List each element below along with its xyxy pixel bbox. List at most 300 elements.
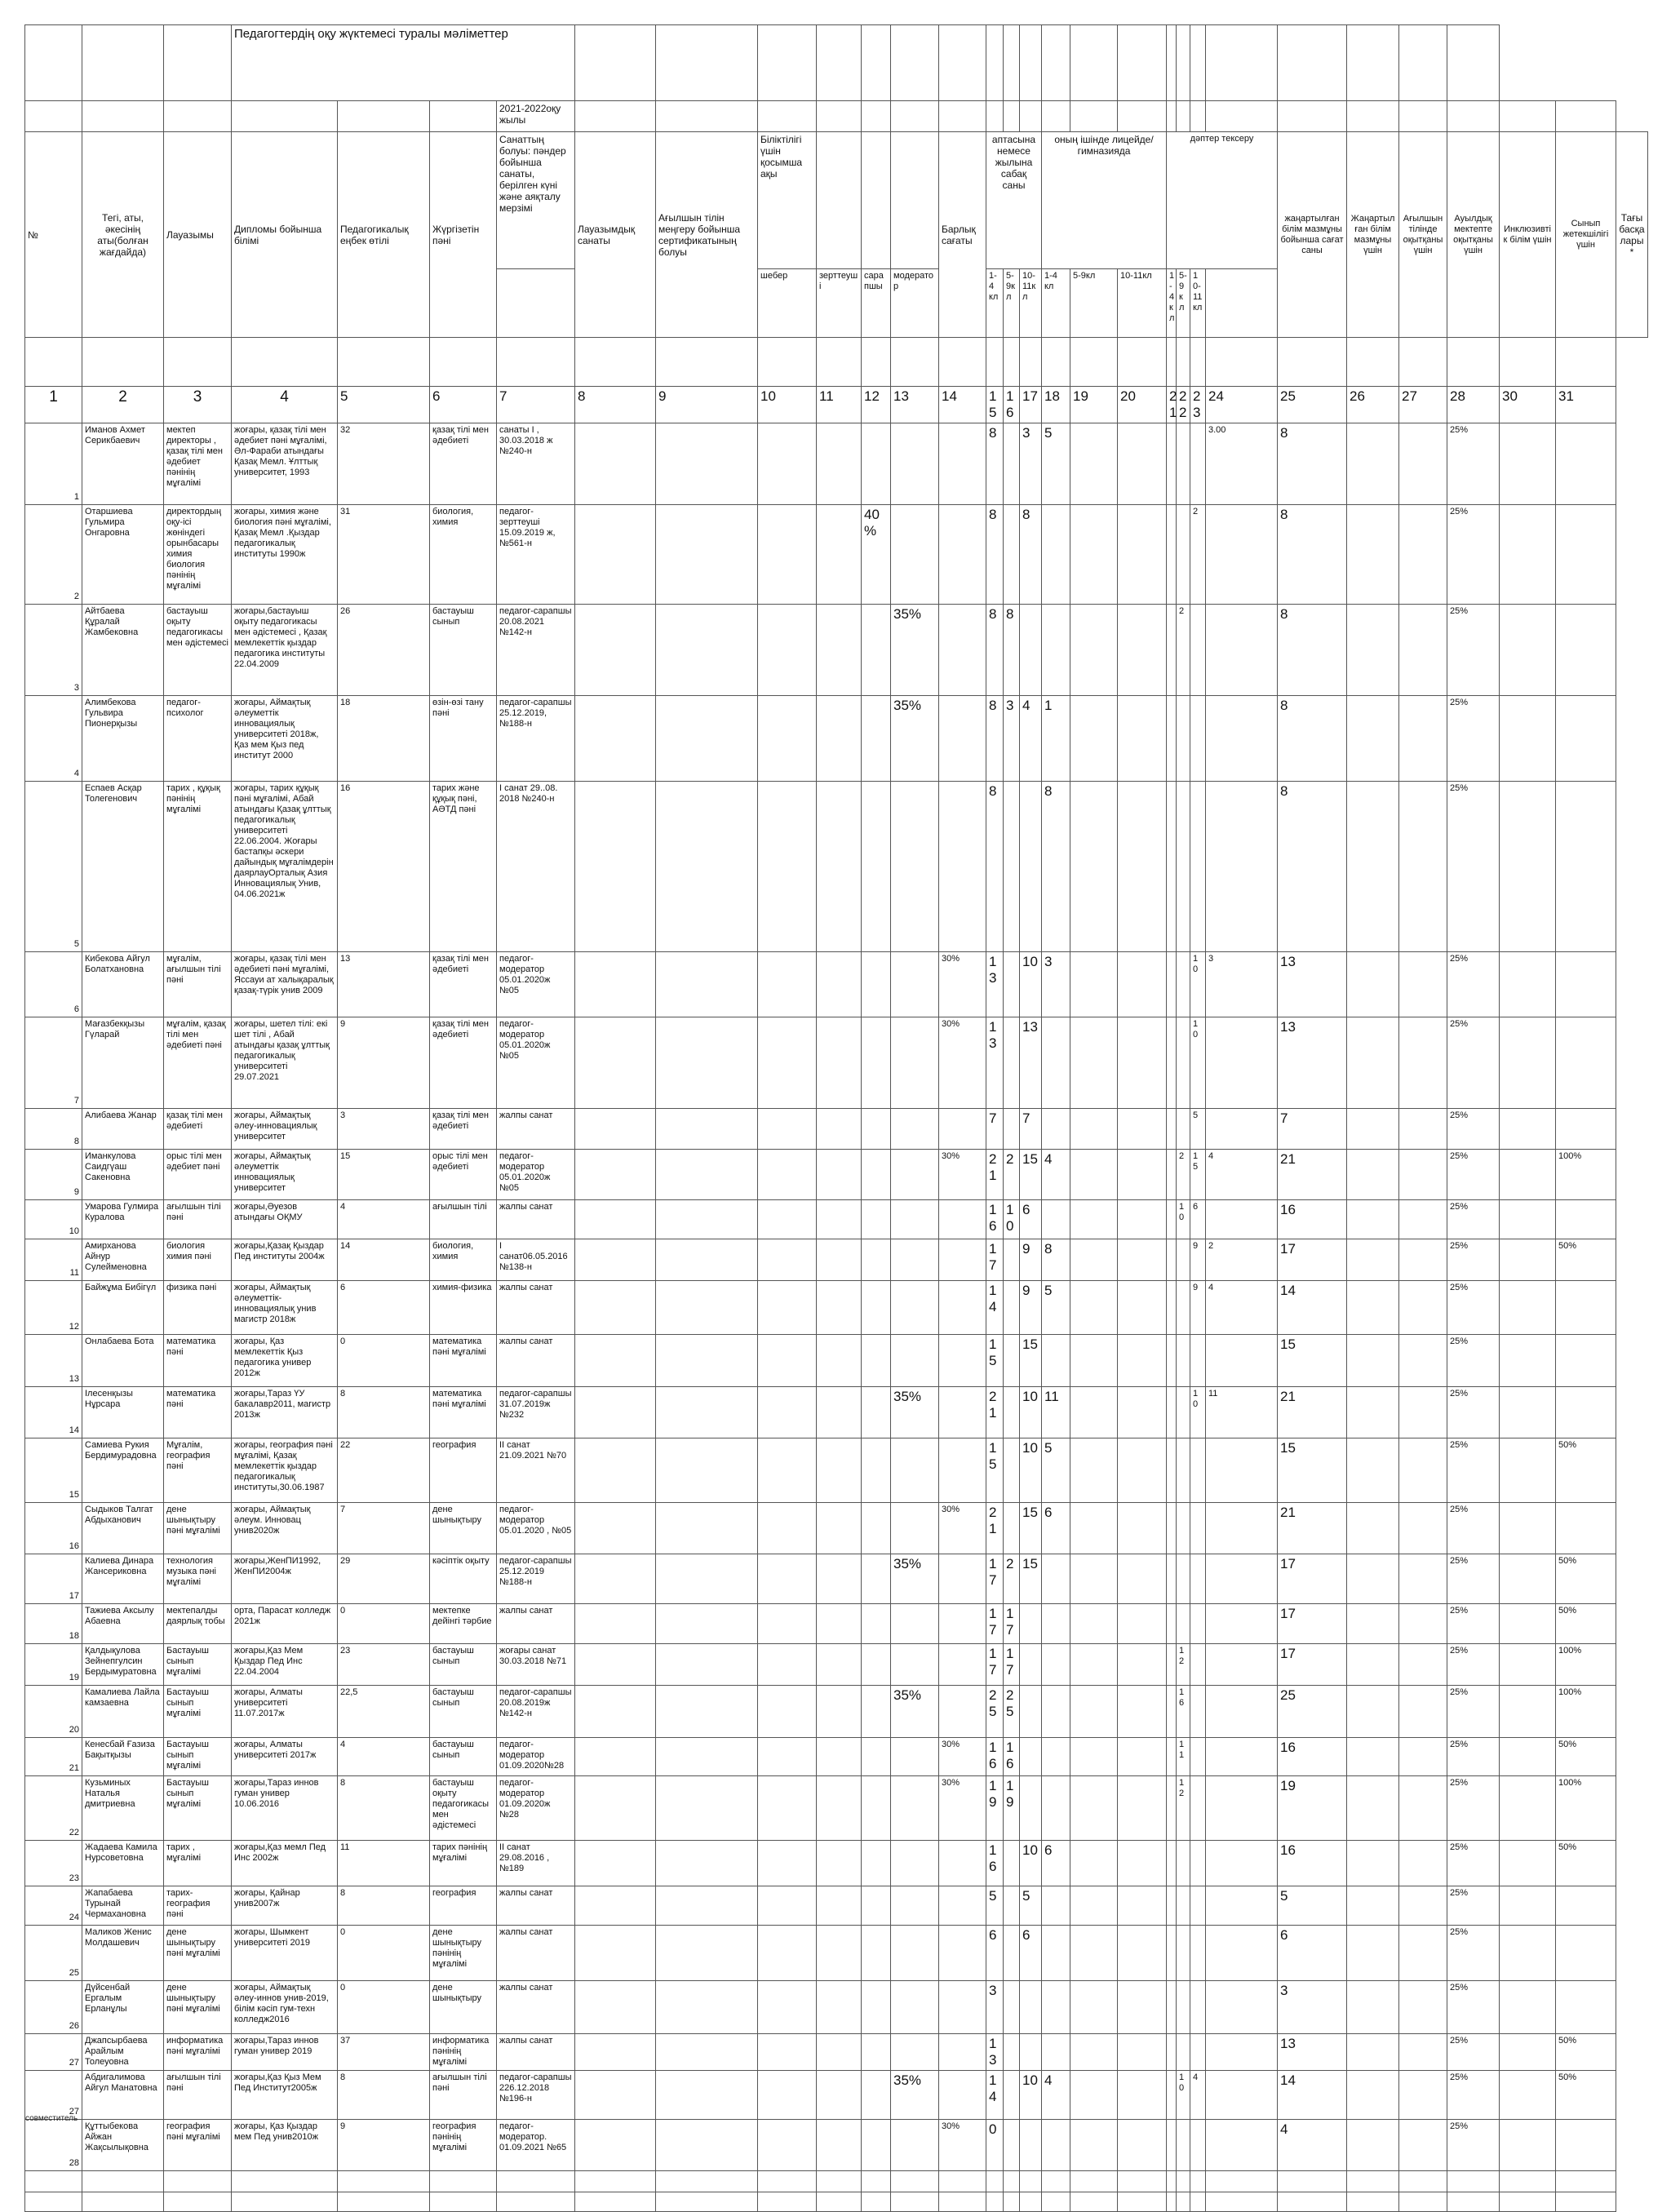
column-number: 18 <box>1042 387 1070 423</box>
notebook-1-4 <box>1177 2120 1190 2171</box>
empty-cell <box>1399 2034 1447 2071</box>
table-row <box>25 952 1648 1017</box>
qualification-sarapshy <box>891 1886 939 1926</box>
teacher-position: бастауыш оқыту педагогикасы мен әдістемесі <box>164 605 232 696</box>
empty-cell <box>1167 696 1177 782</box>
empty-cell <box>758 2171 817 2192</box>
empty-cell <box>656 1981 758 2034</box>
updated-hours: 3 <box>1278 1981 1347 2034</box>
qualification-sarapshy <box>891 1017 939 1109</box>
table-row <box>25 1776 1648 1841</box>
row-number: 11 <box>25 1239 82 1281</box>
table-row <box>25 1200 1648 1239</box>
notebook-5-9: 10 <box>1190 952 1206 1017</box>
class-teacher-bonus <box>1556 1926 1616 1981</box>
total-hours: 13 <box>986 952 1004 1017</box>
teacher-subject: бастауыш сынып <box>430 1644 497 1686</box>
qualification-moderator <box>939 1281 986 1335</box>
table-row <box>25 1438 1648 1503</box>
empty-cell <box>1070 1503 1118 1554</box>
empty-cell <box>1399 782 1447 952</box>
empty-cell <box>817 1604 862 1644</box>
table-row <box>25 1841 1648 1886</box>
empty-cell <box>817 1926 862 1981</box>
empty-cell <box>817 952 862 1017</box>
notebook-10-11 <box>1206 1926 1278 1981</box>
rural-bonus: 25% <box>1447 1886 1500 1926</box>
weekly-10-11 <box>1042 1738 1070 1776</box>
empty-cell <box>1399 505 1447 605</box>
row-number: 15 <box>25 1438 82 1503</box>
empty-cell <box>1399 1981 1447 2034</box>
header-experience: Педагогикалық еңбек өтілі <box>338 132 430 338</box>
qualification-sarapshy <box>891 423 939 505</box>
row-number: 14 <box>25 1387 82 1438</box>
empty-cell <box>1347 1738 1399 1776</box>
teacher-experience: 22 <box>338 1438 430 1503</box>
teacher-experience: 0 <box>338 1981 430 2034</box>
empty-cell <box>1118 1926 1167 1981</box>
notebook-5-9: 9 <box>1190 1239 1206 1281</box>
header-english-cert: Ағылшын тілін меңгеру бойынша сертификатының болуы <box>656 132 758 338</box>
empty-cell <box>1500 1335 1556 1387</box>
row-number: 21 <box>25 1738 82 1776</box>
updated-hours: 13 <box>1278 1017 1347 1109</box>
weekly-1-4: 19 <box>1004 1776 1020 1841</box>
empty-cell <box>1167 1686 1177 1738</box>
updated-hours: 19 <box>1278 1776 1347 1841</box>
weekly-5-9: 6 <box>1020 1926 1042 1981</box>
total-hours: 21 <box>986 1503 1004 1554</box>
empty-cell <box>1347 2171 1399 2192</box>
rural-bonus: 25% <box>1447 1387 1500 1438</box>
header-lyceum: оның ішінде лицейде/гимназияда <box>1042 132 1167 269</box>
footer-note: совместитель <box>25 2114 78 2123</box>
qualification-sarapshy <box>891 1644 939 1686</box>
empty-cell <box>817 505 862 605</box>
qualification-zertteushi <box>862 1503 891 1554</box>
total-hours: 16 <box>986 1841 1004 1886</box>
teacher-category: педагог-модератор 05.01.2020ж №05 <box>497 1150 575 1200</box>
empty-cell <box>817 605 862 696</box>
teacher-name: Мағазбекқызы Гүларай <box>82 1017 164 1109</box>
empty-cell <box>575 2071 656 2120</box>
table-row <box>25 1017 1648 1109</box>
empty-cell <box>1070 1644 1118 1686</box>
qualification-moderator <box>939 1981 986 2034</box>
teacher-name: Джапсырбаева Арайлым Толеуовна <box>82 2034 164 2071</box>
teacher-category: педагог-сарапшы 20.08.2019ж №142-н <box>497 1686 575 1738</box>
empty-cell <box>817 1109 862 1150</box>
header-diploma: Дипломы бойынша білімі <box>232 132 338 338</box>
rural-bonus: 25% <box>1447 2034 1500 2071</box>
qualification-moderator <box>939 505 986 605</box>
updated-hours: 25 <box>1278 1686 1347 1738</box>
empty-cell <box>656 1239 758 1281</box>
class-teacher-bonus: 100% <box>1556 1686 1616 1738</box>
updated-hours: 6 <box>1278 1926 1347 1981</box>
empty-cell <box>1500 2034 1556 2071</box>
weekly-5-9 <box>1020 782 1042 952</box>
header-no: № <box>25 132 82 338</box>
weekly-10-11: 8 <box>1042 782 1070 952</box>
qualification-sarapshy <box>891 1981 939 2034</box>
weekly-1-4: 17 <box>1004 1644 1020 1686</box>
weekly-10-11: 3 <box>1042 952 1070 1017</box>
empty-cell <box>1167 2192 1177 2212</box>
teacher-category: I санат06.05.2016 №138-н <box>497 1239 575 1281</box>
notebook-5-9 <box>1190 1841 1206 1886</box>
teacher-diploma: жоғары,Тараз ҮУ бакалавр2011, магистр 2013ж <box>232 1387 338 1438</box>
total-hours: 15 <box>986 1438 1004 1503</box>
teacher-diploma: жоғары, Аймақтық әлеум. Инновац унив2020ж <box>232 1503 338 1554</box>
weekly-10-11 <box>1042 1926 1070 1981</box>
empty-cell <box>758 2192 817 2212</box>
teacher-category: жалпы санат <box>497 2034 575 2071</box>
column-number: 23 <box>1190 387 1206 423</box>
qualification-zertteushi <box>862 952 891 1017</box>
weekly-10-11: 8 <box>1042 1239 1070 1281</box>
table-row <box>25 782 1648 952</box>
empty-cell <box>758 1281 817 1335</box>
column-number: 31 <box>1556 387 1616 423</box>
teacher-diploma: жоғары, Аймақтық әлеуметтік инновациялық университет <box>232 1150 338 1200</box>
empty-cell <box>1399 1017 1447 1109</box>
row-number: 6 <box>25 952 82 1017</box>
class-teacher-bonus: 50% <box>1556 1438 1616 1503</box>
class-teacher-bonus <box>1556 782 1616 952</box>
empty-cell <box>575 1281 656 1335</box>
weekly-10-11 <box>1042 1686 1070 1738</box>
notebook-10-11 <box>1206 1886 1278 1926</box>
empty-cell <box>939 2171 986 2192</box>
qualification-sarapshy <box>891 1438 939 1503</box>
empty-cell <box>656 2034 758 2071</box>
empty-cell <box>1399 1644 1447 1686</box>
empty-cell <box>1070 2171 1118 2192</box>
teacher-experience: 6 <box>338 1281 430 1335</box>
teacher-experience: 14 <box>338 1239 430 1281</box>
teacher-name: Байжұма Бибігүл <box>82 1281 164 1335</box>
teacher-diploma: жоғары, шетел тілі: екі шет тілі , Абай атындағы қазақ ұлттық педагогикалық университеті 29.07.2021 <box>232 1017 338 1109</box>
class-teacher-bonus <box>1556 1886 1616 1926</box>
empty-cell <box>1500 1017 1556 1109</box>
empty-cell <box>1118 1503 1167 1554</box>
row-number: 9 <box>25 1150 82 1200</box>
empty-cell <box>1167 1109 1177 1150</box>
qualification-zertteushi <box>862 605 891 696</box>
empty-cell <box>575 1776 656 1841</box>
header-weekly-1-4: 1-4 кл <box>986 269 1004 338</box>
empty-cell <box>1118 1738 1167 1776</box>
empty-cell <box>1399 1200 1447 1239</box>
empty-cell <box>1118 1644 1167 1686</box>
qualification-zertteushi <box>862 1738 891 1776</box>
empty-cell <box>656 1554 758 1604</box>
empty-cell <box>575 1109 656 1150</box>
qualification-sarapshy <box>891 1738 939 1776</box>
empty-cell <box>232 2192 338 2212</box>
weekly-1-4 <box>1004 2034 1020 2071</box>
weekly-10-11 <box>1042 1981 1070 2034</box>
empty-cell <box>1070 2192 1118 2212</box>
empty-cell <box>656 1200 758 1239</box>
empty-cell <box>1399 2071 1447 2120</box>
empty-cell <box>817 1387 862 1438</box>
empty-cell <box>1399 1438 1447 1503</box>
qualification-moderator: 30% <box>939 1150 986 1200</box>
column-number: 12 <box>862 387 891 423</box>
empty-cell <box>1500 2192 1556 2212</box>
notebook-1-4 <box>1177 1438 1190 1503</box>
notebook-10-11 <box>1206 1109 1278 1150</box>
total-hours: 8 <box>986 696 1004 782</box>
notebook-1-4 <box>1177 1503 1190 1554</box>
weekly-5-9: 5 <box>1020 1886 1042 1926</box>
teacher-experience: 9 <box>338 1017 430 1109</box>
teacher-position: Мұғалім, география пәні <box>164 1438 232 1503</box>
notebook-10-11 <box>1206 1200 1278 1239</box>
table-row <box>25 1109 1648 1150</box>
empty-cell <box>656 1604 758 1644</box>
row-number: 25 <box>25 1926 82 1981</box>
empty-cell <box>1399 1554 1447 1604</box>
empty-cell <box>656 2120 758 2171</box>
teacher-diploma: жоғары, Қайнар унив2007ж <box>232 1886 338 1926</box>
qualification-sarapshy: 35% <box>891 1554 939 1604</box>
qualification-moderator <box>939 1604 986 1644</box>
teacher-name: Кибекова Айгул Болатхановна <box>82 952 164 1017</box>
weekly-1-4 <box>1004 1981 1020 2034</box>
notebook-10-11: 4 <box>1206 1150 1278 1200</box>
empty-cell <box>758 1776 817 1841</box>
class-teacher-bonus <box>1556 605 1616 696</box>
empty-cell <box>1070 1387 1118 1438</box>
notebook-5-9 <box>1190 1886 1206 1926</box>
notebook-1-4: 10 <box>1177 2071 1190 2120</box>
class-teacher-bonus <box>1556 952 1616 1017</box>
empty-cell <box>1500 1738 1556 1776</box>
updated-hours: 16 <box>1278 1738 1347 1776</box>
updated-hours: 15 <box>1278 1438 1347 1503</box>
total-hours: 17 <box>986 1239 1004 1281</box>
empty-cell <box>575 1239 656 1281</box>
header-qualification-pay: Біліктілігі үшін қосымша ақы <box>758 132 817 269</box>
empty-cell <box>575 1200 656 1239</box>
notebook-1-4 <box>1177 505 1190 605</box>
weekly-1-4: 17 <box>1004 1604 1020 1644</box>
empty-cell <box>1347 505 1399 605</box>
empty-cell <box>1347 1017 1399 1109</box>
teacher-name: Айтбаева Құралай Жамбековна <box>82 605 164 696</box>
class-teacher-bonus: 50% <box>1556 2034 1616 2071</box>
updated-hours: 17 <box>1278 1604 1347 1644</box>
teacher-name: Қалдықулова Зейнепгулсин Бердымуратовна <box>82 1644 164 1686</box>
row-number: 27 <box>25 2071 82 2120</box>
empty-cell <box>656 1503 758 1554</box>
empty-cell <box>1070 1438 1118 1503</box>
empty-cell <box>656 1438 758 1503</box>
qualification-moderator <box>939 1926 986 1981</box>
qualification-sarapshy <box>891 1281 939 1335</box>
empty-cell <box>1070 1981 1118 2034</box>
qualification-zertteushi <box>862 423 891 505</box>
column-number: 24 <box>1206 387 1278 423</box>
empty-cell <box>1347 1604 1399 1644</box>
notebook-1-4 <box>1177 1239 1190 1281</box>
empty-cell <box>891 2192 939 2212</box>
teacher-diploma: жоғары, Қаз Қыздар мем Пед унив2010ж <box>232 2120 338 2171</box>
empty-cell <box>1347 1281 1399 1335</box>
header-category: Санаттың болуы: пәндер бойынша санаты, берілген күні және аяқталу мерзімі <box>497 132 575 269</box>
weekly-10-11 <box>1042 1200 1070 1239</box>
total-hours: 19 <box>986 1776 1004 1841</box>
teacher-subject: қазақ тілі мен әдебиеті <box>430 423 497 505</box>
empty-cell <box>575 1926 656 1981</box>
notebook-1-4: 12 <box>1177 1776 1190 1841</box>
empty-cell <box>986 2192 1004 2212</box>
empty-cell <box>1500 1886 1556 1926</box>
total-hours: 13 <box>986 2034 1004 2071</box>
weekly-10-11: 1 <box>1042 696 1070 782</box>
teacher-position: ағылшын тілі пәні <box>164 1200 232 1239</box>
empty-cell <box>1070 952 1118 1017</box>
empty-cell <box>497 2192 575 2212</box>
empty-cell <box>1167 782 1177 952</box>
row-number: 10 <box>25 1200 82 1239</box>
qualification-sarapshy: 35% <box>891 696 939 782</box>
empty-cell <box>1278 2192 1347 2212</box>
teacher-subject: дене шынықтыру <box>430 1503 497 1554</box>
teacher-subject: тарих және құқық пәні, АӘТД пәні <box>430 782 497 952</box>
header-notebook-10-11: 10-11кл <box>1190 269 1206 338</box>
rural-bonus: 25% <box>1447 1150 1500 1200</box>
empty-cell <box>1347 1387 1399 1438</box>
weekly-5-9 <box>1020 1644 1042 1686</box>
empty-cell <box>758 505 817 605</box>
rural-bonus: 25% <box>1447 1281 1500 1335</box>
updated-hours: 17 <box>1278 1554 1347 1604</box>
empty-cell <box>1070 1335 1118 1387</box>
empty-cell <box>758 1738 817 1776</box>
teacher-diploma: жоғары,бастауыш оқыту педагогикасы мен әдістемесі , Қазақ мемлекеттік қыздар педагогика институты 22.04.2009 <box>232 605 338 696</box>
column-number: 5 <box>338 387 430 423</box>
qualification-sarapshy <box>891 1776 939 1841</box>
weekly-1-4 <box>1004 1438 1020 1503</box>
empty-cell <box>656 782 758 952</box>
rural-bonus: 25% <box>1447 1926 1500 1981</box>
notebook-1-4: 2 <box>1177 1150 1190 1200</box>
teacher-category: педагог-модератор 05.01.2020 , №05 <box>497 1503 575 1554</box>
empty-cell <box>1347 1981 1399 2034</box>
column-number: 4 <box>232 387 338 423</box>
teacher-diploma: жоғары, Қаз мемлекеттік Қыз педагогика универ 2012ж <box>232 1335 338 1387</box>
year-row <box>25 101 1648 132</box>
row-number: 17 <box>25 1554 82 1604</box>
empty-cell <box>656 952 758 1017</box>
teacher-experience: 22,5 <box>338 1686 430 1738</box>
updated-hours: 8 <box>1278 423 1347 505</box>
empty-cell <box>575 696 656 782</box>
qualification-zertteushi <box>862 1281 891 1335</box>
empty-cell <box>25 2171 82 2192</box>
empty-cell <box>758 2120 817 2171</box>
empty-cell <box>1347 782 1399 952</box>
empty-cell <box>575 1644 656 1686</box>
empty-cell <box>1399 1776 1447 1841</box>
qualification-zertteushi <box>862 1644 891 1686</box>
empty-cell <box>817 1335 862 1387</box>
empty-cell <box>1167 2071 1177 2120</box>
teacher-category: жалпы санат <box>497 1926 575 1981</box>
weekly-5-9: 7 <box>1020 1109 1042 1150</box>
weekly-1-4: 2 <box>1004 1554 1020 1604</box>
empty-cell <box>1070 1776 1118 1841</box>
teacher-position: информатика пәні мұғалімі <box>164 2034 232 2071</box>
qualification-sarapshy <box>891 1604 939 1644</box>
empty-cell <box>1167 1200 1177 1239</box>
teacher-subject: бастауыш сынып <box>430 1738 497 1776</box>
empty-cell <box>1167 1926 1177 1981</box>
weekly-5-9: 15 <box>1020 1150 1042 1200</box>
weekly-5-9: 4 <box>1020 696 1042 782</box>
row-number: 28 <box>25 2120 82 2171</box>
empty-cell <box>817 1438 862 1503</box>
qualification-sarapshy <box>891 1841 939 1886</box>
empty-cell <box>1500 505 1556 605</box>
weekly-1-4 <box>1004 1017 1020 1109</box>
empty-cell <box>1206 2171 1278 2192</box>
teacher-experience: 23 <box>338 1644 430 1686</box>
header-zertteushi: зерттеуші <box>817 269 862 338</box>
qualification-zertteushi <box>862 782 891 952</box>
qualification-zertteushi: 40% <box>862 505 891 605</box>
header-weekly-5-9: 5-9кл <box>1004 269 1020 338</box>
empty-cell <box>817 1886 862 1926</box>
updated-hours: 8 <box>1278 505 1347 605</box>
empty-cell <box>1167 1335 1177 1387</box>
qualification-moderator <box>939 2071 986 2120</box>
total-hours: 21 <box>986 1150 1004 1200</box>
teacher-subject: қазақ тілі мен әдебиеті <box>430 952 497 1017</box>
header-lyceum-1-4: 1-4 кл <box>1042 269 1070 338</box>
teacher-category: педагог-сарапшы 20.08.2021 №142-н <box>497 605 575 696</box>
empty-cell <box>1070 505 1118 605</box>
empty-cell <box>939 2192 986 2212</box>
notebook-5-9 <box>1190 1776 1206 1841</box>
teacher-position: мектепалды даярлық тобы <box>164 1604 232 1644</box>
empty-cell <box>1500 1150 1556 1200</box>
teacher-subject: химия-физика <box>430 1281 497 1335</box>
empty-cell <box>758 2071 817 2120</box>
qualification-moderator: 30% <box>939 952 986 1017</box>
teacher-experience: 18 <box>338 696 430 782</box>
notebook-5-9: 10 <box>1190 1017 1206 1109</box>
notebook-1-4 <box>1177 952 1190 1017</box>
academic-year: 2021-2022оқу жылы <box>497 101 575 132</box>
empty-cell <box>758 1841 817 1886</box>
qualification-zertteushi <box>862 1387 891 1438</box>
empty-cell <box>1167 1841 1177 1886</box>
table-row <box>25 505 1648 605</box>
notebook-10-11 <box>1206 1981 1278 2034</box>
class-teacher-bonus <box>1556 696 1616 782</box>
row-number: 4 <box>25 696 82 782</box>
empty-cell <box>1500 782 1556 952</box>
teacher-name: Онлабаева Бота <box>82 1335 164 1387</box>
empty-cell <box>1399 423 1447 505</box>
rural-bonus: 25% <box>1447 505 1500 605</box>
